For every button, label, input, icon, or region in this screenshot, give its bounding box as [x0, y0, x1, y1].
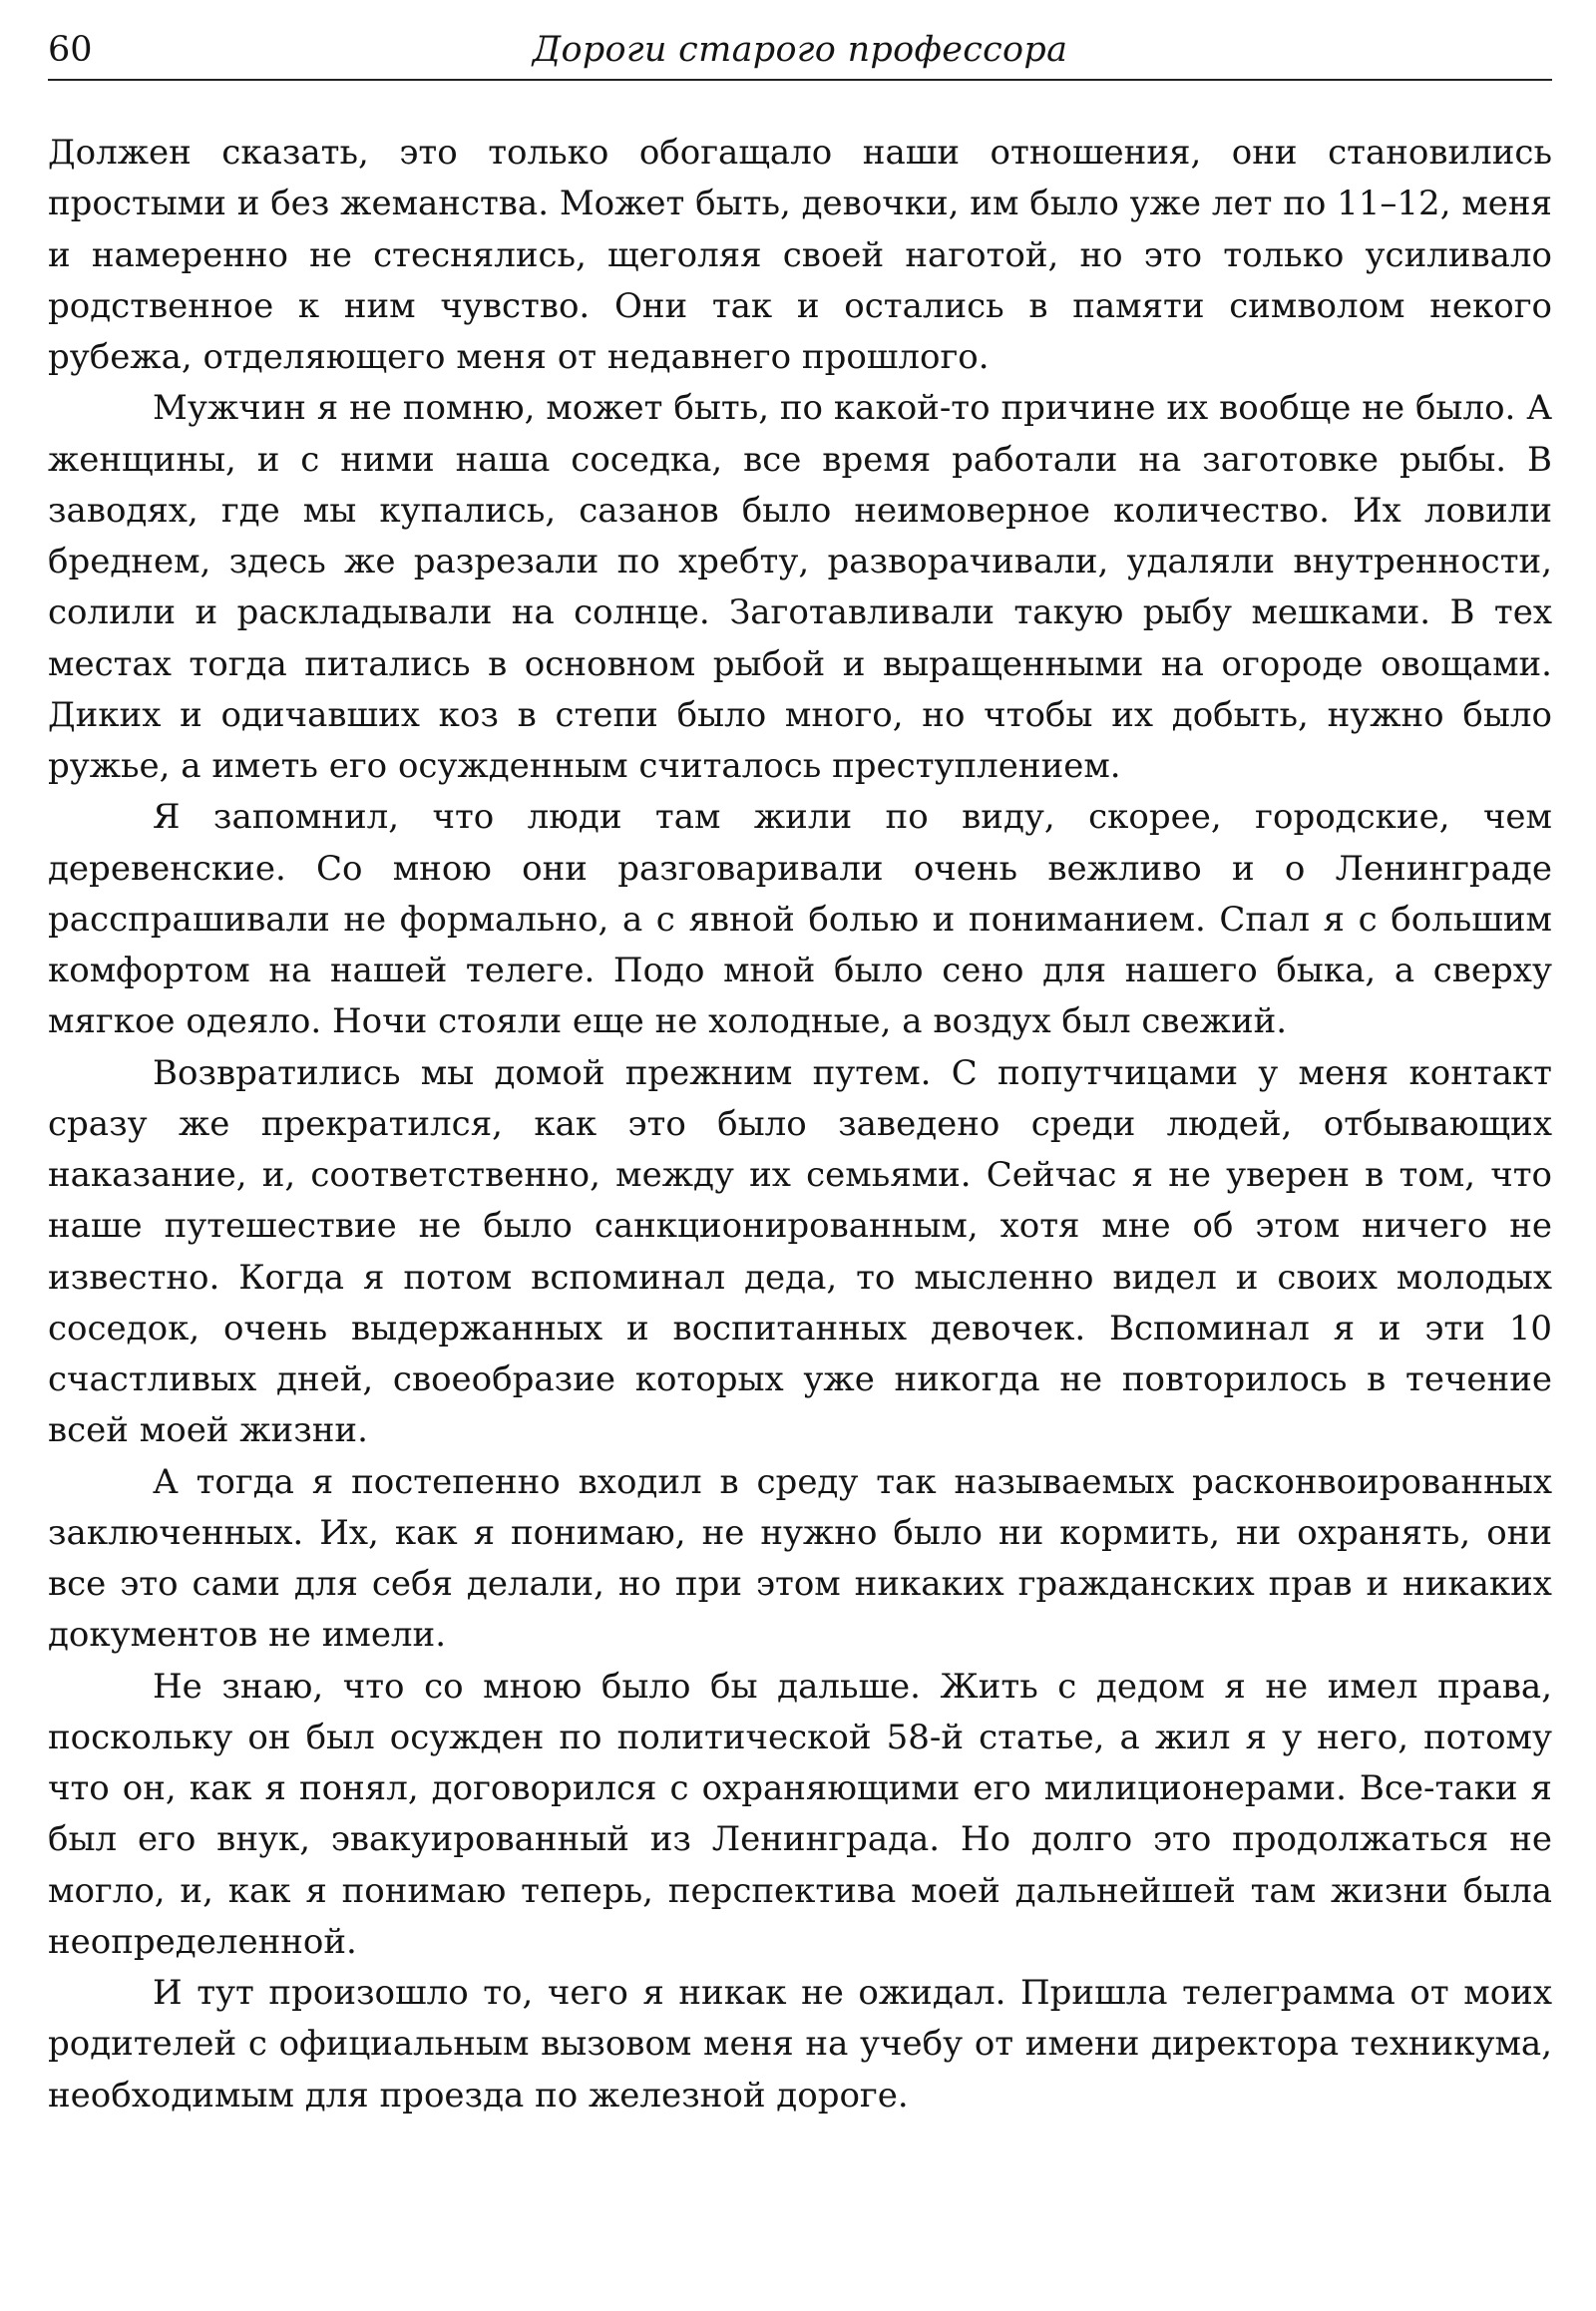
paragraph-1: Должен сказать, это только обогащало наши отношения, они становились простыми и без жеманства. Может быть, девочки, им было уже лет по 11–12, меня и намеренно не стеснялись, щеголяя своей наготой, но это только усиливало родственное к ним чувство. Они так и остались в памяти символом некого рубежа, отделяющего меня от недавнего прошлого. — [48, 133, 1552, 377]
paragraph-4: Возвратились мы домой прежним путем. С попутчицами у меня контакт сразу же прекратился, как это было заведено среди людей, отбывающих наказание, и, соответственно, между их семьями. Сейчас я не уверен в том, что наше путешествие не было санкционированным, хотя мне об этом ничего не известно. Когда я потом вспоминал деда, то мысленно видел и своих молодых соседок, очень выдержанных и воспитанных девочек. Вспоминал я и эти 10 счастливых дней, своеобразие которых уже никогда не повторилось в течение всей моей жизни. — [48, 1052, 1552, 1451]
paragraph-6: Не знаю, что со мною было бы дальше. Жить с дедом я не имел права, поскольку он был осужден по политической 58-й статье, а жил я у него, потому что он, как я понял, договорился с охраняющими его милиционерами. Все-таки я был его внук, эвакуированный из Ленинграда. Но долго это продолжаться не могло, и, как я понимаю теперь, перспектива моей дальнейшей там жизни была неопределенной. — [48, 1666, 1552, 1962]
header-rule — [48, 79, 1552, 81]
body-text — [48, 128, 1552, 2121]
paragraph-3: Я запомнил, что люди там жили по виду, скорее, городские, чем деревенские. Со мною они разговаривали очень вежливо и о Ленинграде расспрашивали не формально, а с явной болью и пониманием. Спал я с большим комфортом на нашей телеге. Подо мной было сено для нашего быка, а сверху мягкое одеяло. Ночи стояли еще не холодные, а воздух был свежий. — [48, 797, 1552, 1042]
page-number: 60 — [48, 30, 93, 70]
book-page — [48, 26, 1552, 2121]
paragraph-7: И тут произошло то, чего я никак не ожидал. Пришла телеграмма от моих родителей с официальным вызовом меня на учебу от имени директора техникума, необходимым для проезда по железной дороге. — [48, 1973, 1552, 2116]
running-title: Дороги старого профессора — [532, 30, 1068, 70]
paragraph-2: Мужчин я не помню, может быть, по какой-то причине их вообще не было. А женщины, и с ними наша соседка, все время работали на заготовке рыбы. В заводях, где мы купались, сазанов было неимоверное количество. Их ловили бреднем, здесь же разрезали по хребту, разворачивали, удаляли внутренности, солили и раскладывали на солнце. Заготавливали такую рыбу мешками. В тех местах тогда питались в основном рыбой и выращенными на огороде овощами. Диких и одичавших коз в степи было много, но чтобы их добыть, нужно было ружье, а иметь его осужденным считалось преступлением. — [48, 388, 1552, 786]
paragraph-5: А тогда я постепенно входил в среду так называемых расконвоированных заключенных. Их, как я понимаю, не нужно было ни кормить, ни охранять, они все это сами для себя делали, но при этом никаких гражданских прав и никаких документов не имели. — [48, 1461, 1552, 1656]
page-header — [48, 26, 1552, 76]
